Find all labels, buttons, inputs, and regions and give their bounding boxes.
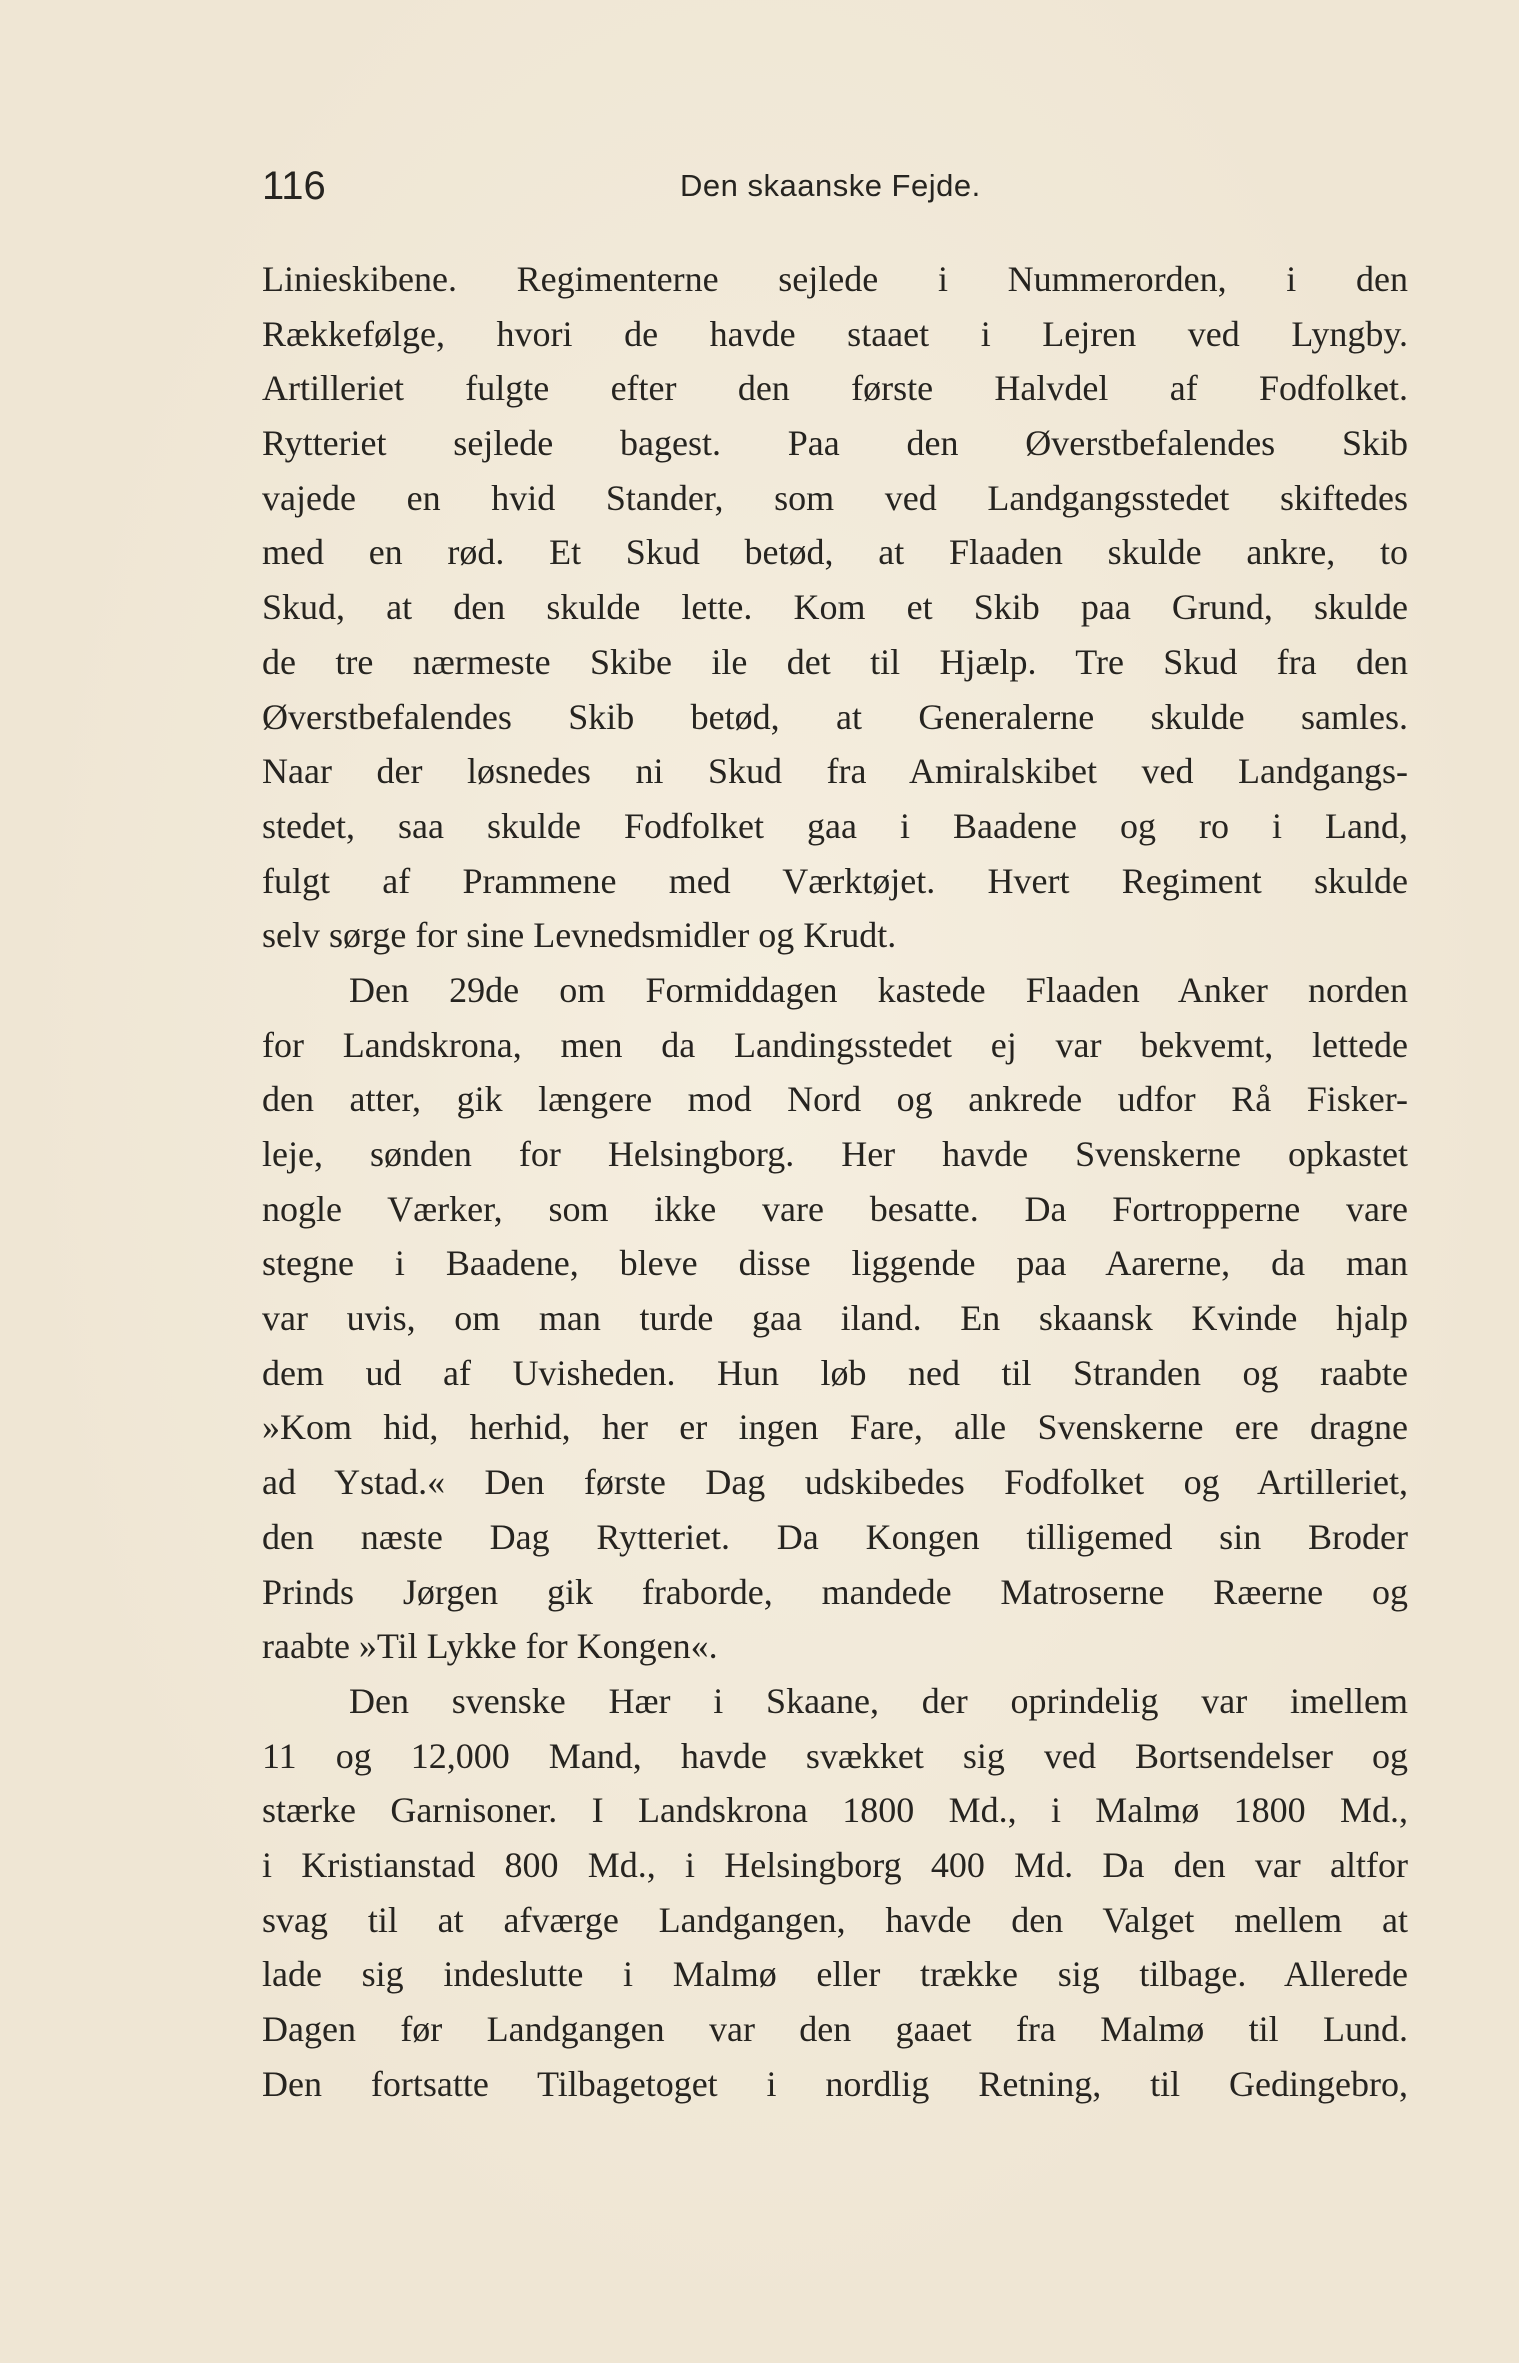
text-line: Øverstbefalendes Skib betød, at Generalerne skulde samles. [262,696,1408,737]
paragraph-end-line: selv sørge for sine Levnedsmidler og Krudt. [262,915,897,956]
text-line: stegne i Baadene, bleve disse liggende paa Aarerne, da man [262,1243,1408,1284]
page-number: 116 [262,164,326,208]
text-line: Prinds Jørgen gik fraborde, mandede Matroserne Ræerne og [262,1571,1408,1612]
text-line: Rækkefølge, hvori de havde staaet i Lejren ved Lyngby. [262,313,1408,354]
text-line: nogle Værker, som ikke vare besatte. Da Fortropperne vare [262,1188,1408,1229]
text-line: 11 og 12,000 Mand, havde svækket sig ved Bortsendelser og [262,1735,1408,1776]
text-line: Linieskibene. Regimenterne sejlede i Nummerorden, i den [262,259,1408,299]
running-title: Den skaanske Fejde. [680,168,981,203]
text-line: de tre nærmeste Skibe ile det til Hjælp. Tre Skud fra den [262,641,1408,682]
text-line: svag til at afværge Landgangen, havde den Valget mellem at [262,1899,1408,1940]
text-line: ad Ystad.« Den første Dag udskibedes Fodfolket og Artilleriet, [262,1462,1408,1503]
paragraph-start-line: Den 29de om Formiddagen kastede Flaaden Anker norden [349,969,1408,1010]
paragraph-end-line: raabte »Til Lykke for Kongen«. [262,1626,718,1667]
text-line: fulgt af Prammene med Værktøjet. Hvert Regiment skulde [262,860,1408,901]
text-line: den næste Dag Rytteriet. Da Kongen tilligemed sin Broder [262,1516,1408,1557]
text-line: Naar der løsnedes ni Skud fra Amiralskibet ved Landgangs- [262,751,1408,792]
running-head [262,158,1409,214]
text-line: den atter, gik længere mod Nord og ankrede udfor Rå Fisker- [262,1079,1408,1120]
body-text [262,252,1408,2111]
text-line: Den fortsatte Tilbagetoget i nordlig Retning, til Gedingebro, [262,2063,1408,2104]
text-line: Dagen før Landgangen var den gaaet fra Malmø til Lund. [262,2009,1408,2049]
text-line: stærke Garnisoner. I Landskrona 1800 Md., i Malmø 1800 Md., [262,1790,1408,1831]
text-line: dem ud af Uvisheden. Hun løb ned til Stranden og raabte [262,1352,1408,1393]
paragraph-start-line: Den svenske Hær i Skaane, der oprindelig var imellem [349,1680,1408,1721]
text-line: »Kom hid, herhid, her er ingen Fare, alle Svenskerne ere dragne [262,1407,1408,1448]
text-line: for Landskrona, men da Landingsstedet ej var bekvemt, lettede [262,1024,1408,1065]
text-line: Rytteriet sejlede bagest. Paa den Øverstbefalendes Skib [262,423,1408,464]
text-line: vajede en hvid Stander, som ved Landgangsstedet skiftedes [262,477,1408,518]
text-line: lade sig indeslutte i Malmø eller trække sig tilbage. Allerede [262,1954,1408,1995]
text-line: var uvis, om man turde gaa iland. En skaansk Kvinde hjalp [262,1298,1408,1339]
text-line: Artilleriet fulgte efter den første Halvdel af Fodfolket. [262,368,1408,409]
text-line: med en rød. Et Skud betød, at Flaaden skulde ankre, to [262,532,1408,573]
text-line: Skud, at den skulde lette. Kom et Skib paa Grund, skulde [262,587,1408,628]
text-line: stedet, saa skulde Fodfolket gaa i Baadene og ro i Land, [262,805,1408,846]
text-line: i Kristianstad 800 Md., i Helsingborg 400 Md. Da den var altfor [262,1844,1408,1885]
text-line: leje, sønden for Helsingborg. Her havde Svenskerne opkastet [262,1134,1408,1174]
